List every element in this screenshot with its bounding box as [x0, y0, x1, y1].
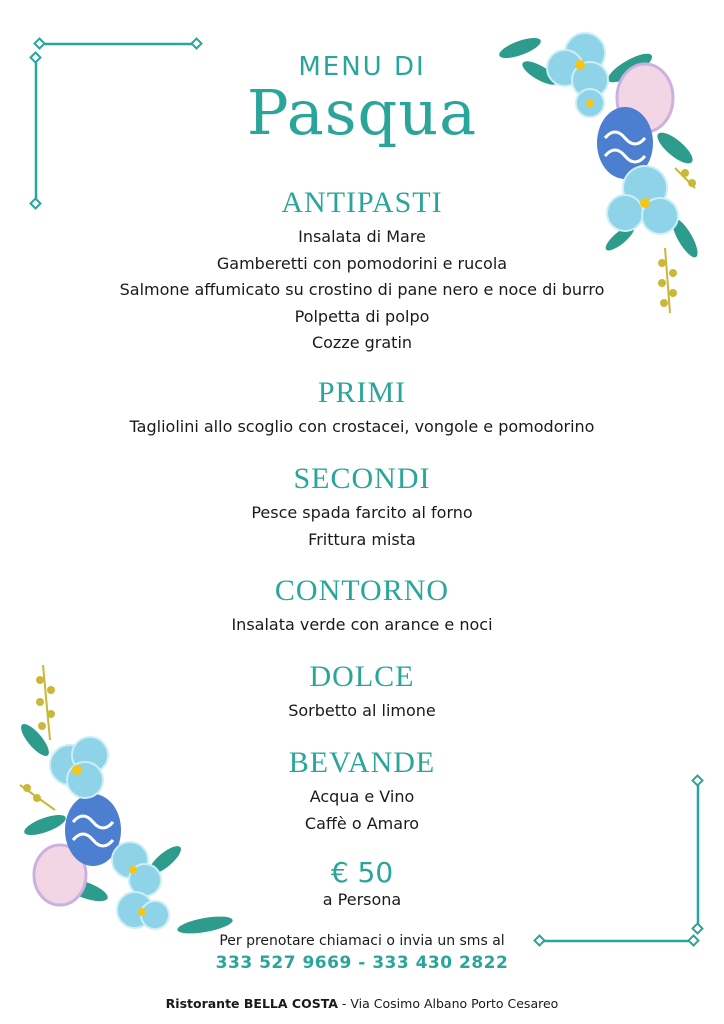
section-items-contorno	[0, 612, 724, 639]
list-item: Tagliolini allo scoglio con crostacei, vongole e pomodorino	[129, 417, 595, 436]
section-items-bevande	[0, 784, 724, 837]
section-items-antipasti	[0, 224, 724, 357]
price-amount: € 50	[330, 856, 394, 889]
section-title-primi: PRIMI	[317, 376, 407, 409]
footer	[0, 996, 724, 1011]
list-item: Cozze gratin	[311, 333, 413, 352]
list-item: Polpetta di polpo	[294, 306, 430, 326]
list-item: Insalata verde con arance e noci	[231, 615, 493, 634]
list-item: Insalata di Mare	[298, 227, 426, 246]
list-item: Sorbetto al limone	[288, 701, 436, 720]
booking-text: Per prenotare chiamaci o invia un sms al	[219, 933, 505, 949]
section-title-contorno: CONTORNO	[274, 574, 450, 607]
list-item: Acqua e Vino	[309, 787, 415, 806]
list-item: Salmone affumicato su crostino di pane nero e noce di burro	[119, 280, 605, 299]
section-title-bevande: BEVANDE	[288, 746, 436, 779]
restaurant-name: Ristorante BELLA COSTA	[165, 996, 338, 1011]
menu-title: Pasqua	[246, 76, 478, 149]
list-item: Frittura mista	[308, 529, 416, 549]
section-items-secondi	[0, 500, 724, 553]
section-title-dolce: DOLCE	[309, 660, 415, 693]
restaurant-address: - Via Cosimo Albano Porto Cesareo	[337, 996, 559, 1011]
section-items-dolce	[0, 698, 724, 725]
menu-subtitle: MENU DI	[298, 52, 426, 82]
section-title-secondi: SECONDI	[293, 462, 431, 495]
phone-numbers: 333 527 9669 - 333 430 2822	[215, 953, 509, 973]
list-item: Gamberetti con pomodorini e rucola	[216, 253, 508, 273]
section-items-primi	[0, 414, 724, 441]
section-title-antipasti: ANTIPASTI	[281, 186, 443, 219]
price-unit: a Persona	[322, 890, 402, 909]
list-item: Pesce spada farcito al forno	[251, 503, 473, 522]
list-item: Caffè o Amaro	[304, 813, 420, 833]
